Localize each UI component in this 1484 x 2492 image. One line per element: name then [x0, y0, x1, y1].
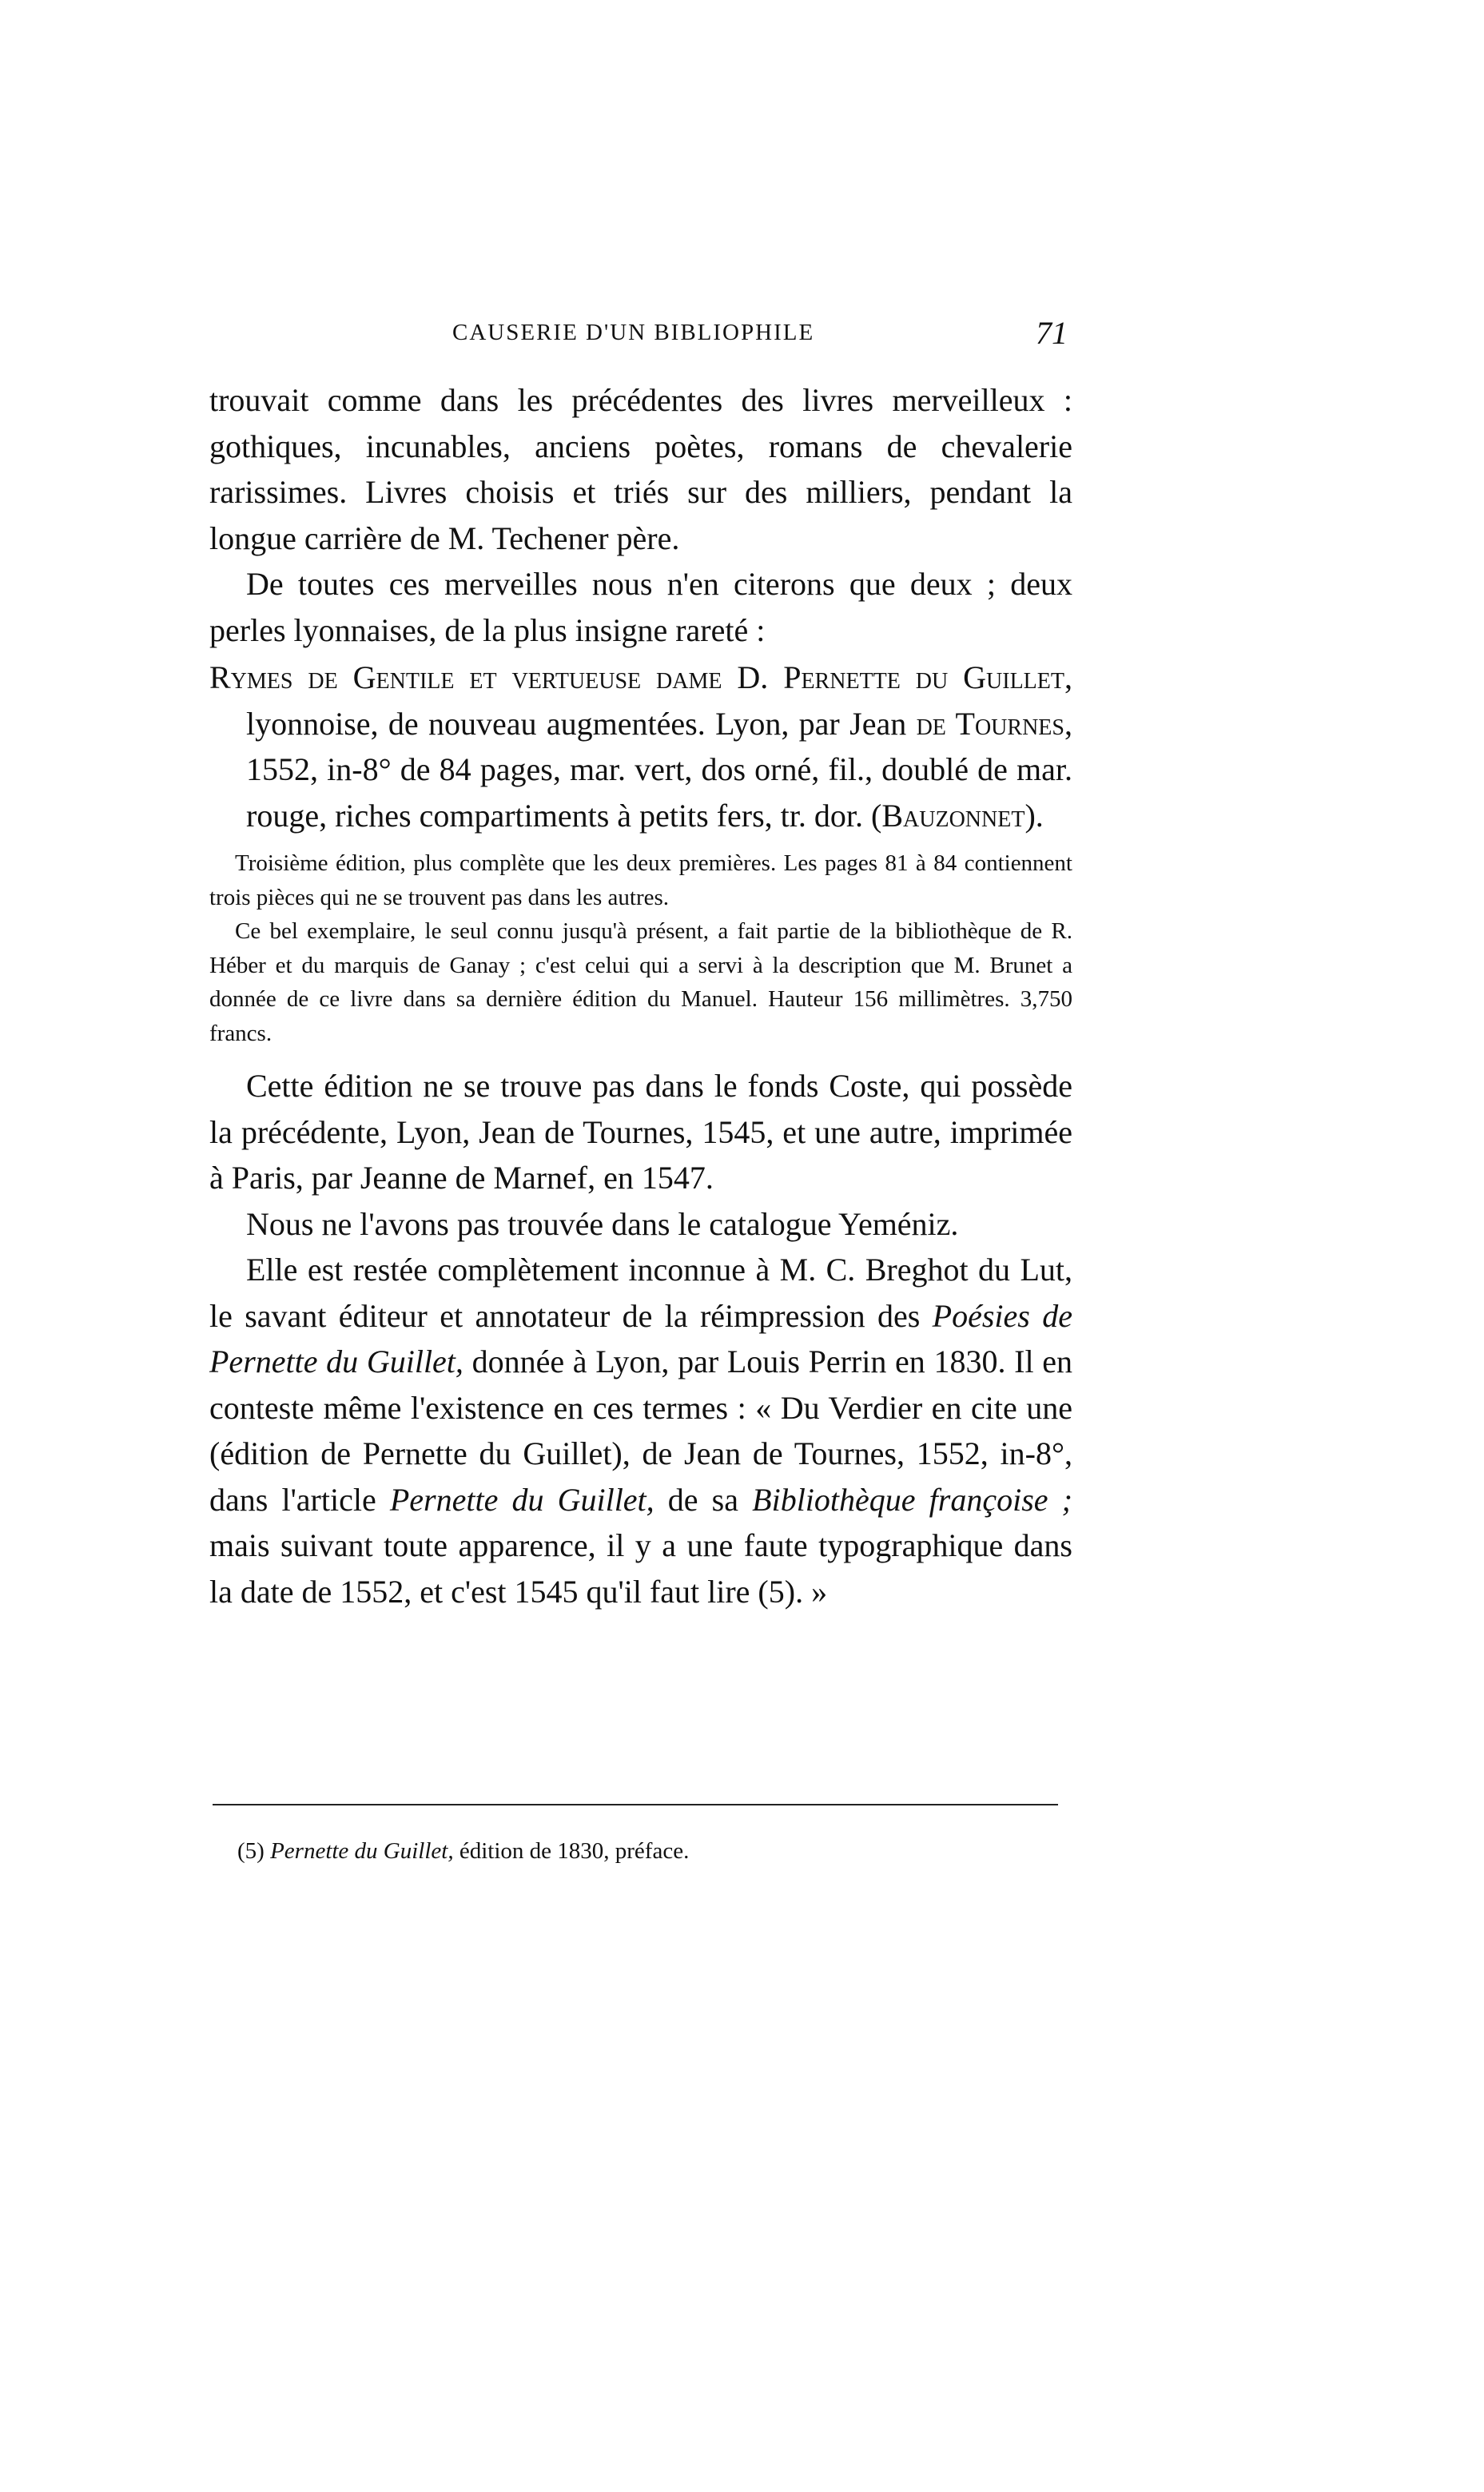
paragraph-1: trouvait comme dans les précédentes des livres merveilleux : gothiques, incunables, anciens poètes, romans de chevalerie rarissimes. Livres choisis et triés sur des milliers, pendant la longue carrière de M. Techener père.	[209, 382, 1072, 556]
paragraph-2: De toutes ces merveilles nous n'en citerons que deux ; deux perles lyonnaises, de la plus insigne rareté :	[209, 566, 1072, 648]
footnote	[237, 1838, 689, 1865]
entry-printer: de Tournes	[916, 705, 1064, 742]
entry-text-1: , lyonnoise, de nouveau augmentées. Lyon, par Jean	[246, 659, 1072, 742]
paragraph-4: Nous ne l'avons pas trouvée dans le catalogue Yeméniz.	[246, 1205, 959, 1242]
footnote-rule	[213, 1804, 1058, 1805]
entry-text-2: , 1552, in-8° de 84 pages, mar. vert, dos orné, fil., doublé de mar. rouge, riches compartiments à petits fers, tr. dor. (	[246, 705, 1072, 834]
entry-text-3: ).	[1024, 797, 1044, 834]
paragraph-5-text-2: donnée à Lyon, par Louis Perrin en 1830. Il en conteste même l'existence en ces termes : « Du Verdier en cite une (édition de Pernette du Guillet), de Jean de Tournes, 1552, in-8°, dans l'article	[209, 1344, 1072, 1518]
entry-note-2: Ce bel exemplaire, le seul connu jusqu'à présent, a fait partie de la bibliothèque de R. Héber et du marquis de Ganay ; c'est celui qui a servi à la description que M. Brunet a donnée de ce livre dans sa dernière édition du Manuel. Hauteur 156 millimètres. 3,750 francs.	[209, 918, 1072, 1046]
paragraph-5-italic-3: Bibliothèque françoise ;	[752, 1481, 1072, 1518]
paragraph-5-italic-1: Poésies de Pernette du Guillet,	[209, 1297, 1072, 1379]
paragraph-5	[209, 1247, 1072, 1614]
entry-note-1: Troisième édition, plus complète que les deux premières. Les pages 81 à 84 contiennent trois pièces qui ne se trouvent pas dans les autres.	[209, 850, 1072, 910]
footnote-marker: (5)	[237, 1838, 265, 1864]
main-text	[209, 377, 1072, 1614]
paragraph-5-text-1: Elle est restée complètement inconnue à M. C. Breghot du Lut, le savant éditeur et annotateur de la réimpression des	[209, 1252, 1072, 1334]
entry-title: Rymes de Gentile et vertueuse dame D. Pernette du Guillet	[209, 659, 1064, 695]
paragraph-5-italic-2: Pernette du Guillet,	[389, 1481, 654, 1518]
footnote-text: édition de 1830, préface.	[453, 1838, 690, 1864]
running-title: CAUSERIE D'UN BIBLIOPHILE	[452, 320, 815, 345]
paragraph-5-text-4: mais suivant toute apparence, il y a une faute typographique dans la date de 1552, et c'est 1545 qu'il faut lire (5). »	[209, 1527, 1072, 1610]
catalogue-entry	[209, 655, 1072, 838]
page-number: 71	[1036, 315, 1068, 351]
paragraph-5-text-3: de sa	[654, 1481, 753, 1518]
paragraph-3: Cette édition ne se trouve pas dans le fonds Coste, qui possède la précédente, Lyon, Jean de Tournes, 1545, et une autre, imprimée à Paris, par Jeanne de Marnef, en 1547.	[209, 1068, 1072, 1196]
entry-binder: Bauzonnet	[881, 797, 1025, 834]
footnote-italic: Pernette du Guillet,	[270, 1838, 454, 1864]
